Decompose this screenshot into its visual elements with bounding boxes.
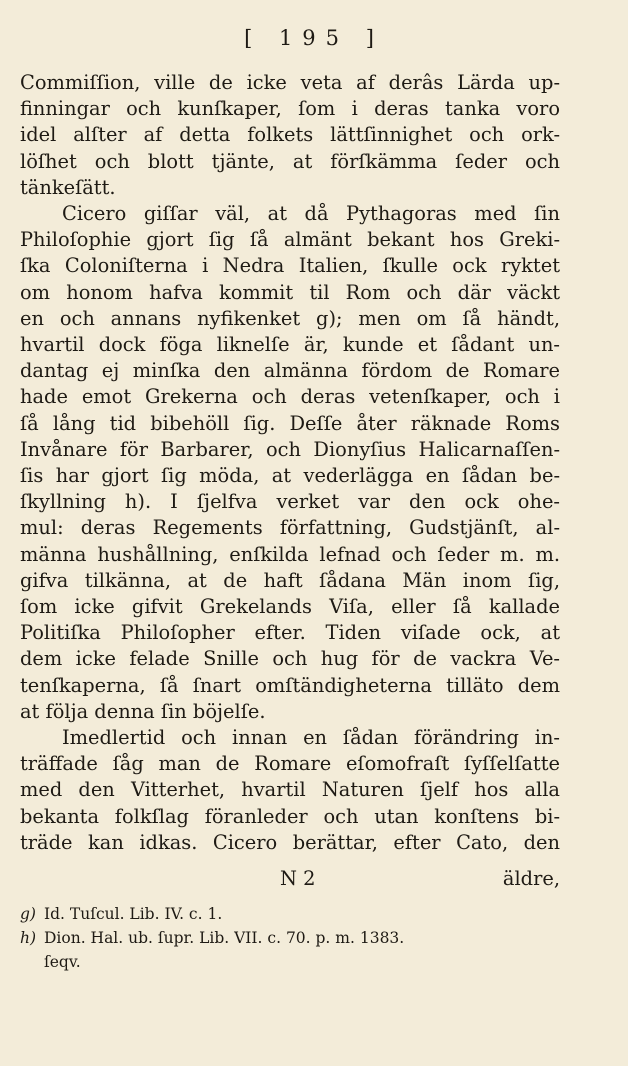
text-line: dantag ej minſka den almänna fördom de Romare: [20, 359, 560, 383]
page-number: [ 195 ]: [244, 26, 384, 50]
text-line: Cicero giſſar väl, at då Pythagoras med ſin: [62, 202, 560, 226]
text-line: at följa denna ſin böjelſe.: [20, 699, 266, 723]
text-line: Invånare för Barbarer, och Dionyſius Halicarnaſſen-: [20, 437, 560, 461]
footnote: [20, 950, 560, 974]
text-line: männa hushållning, enſkilda lefnad och ſeder m. m.: [20, 542, 560, 566]
text-line: träde kan idkas. Cicero berättar, efter Cato, den: [20, 830, 560, 854]
text-line: ſis har gjort ſig möda, at vederlägga en ſådan be-: [20, 464, 560, 488]
text-line: hade emot Grekerna och deras vetenſkaper, och i: [20, 385, 560, 409]
signature-mark: N 2: [280, 867, 316, 890]
text-line: tenſkaperna, ſå ſnart omſtändigheterna tilläto dem: [20, 673, 560, 697]
text-line: Commiſſion, ville de icke veta af derâs Lärda up-: [20, 71, 560, 94]
text-line: löſhet och blott tjänte, at förſkämma ſeder och: [20, 149, 560, 173]
text-line: finningar och kunſkaper, ſom i deras tanka voro: [20, 97, 560, 121]
footnote: [20, 926, 560, 950]
text-line: hvartil dock föga liknelſe är, kunde et ſådant un-: [20, 333, 560, 357]
footnotes: [20, 902, 560, 974]
text-line: tänkeſätt.: [20, 175, 116, 199]
footnote: [20, 902, 560, 926]
text-line: ſå lång tid bibehöll ſig. Deſſe åter räknade Roms: [20, 411, 560, 435]
body-text: [20, 70, 560, 856]
footnote-text: ſeqv.: [44, 953, 81, 971]
text-line: ſkyllning h). I ſjelfva verket var den ock ohe-: [20, 490, 560, 514]
text-line: ſka Coloniſterna i Nedra Italien, ſkulle ock ryktet: [20, 254, 560, 278]
text-line: dem icke felade Snille och hug för de vackra Ve-: [20, 647, 560, 671]
text-line: idel alſter af detta folkets lättſinnighet och ork-: [20, 123, 560, 147]
text-line: Imedlertid och innan en ſådan förändring in-: [62, 726, 560, 750]
text-line: träffade ſåg man de Romare eſomofraſt ſyſſelſatte: [20, 752, 560, 776]
text-line: om honom hafva kommit til Rom och där väckt: [20, 280, 560, 304]
footnote-text: Dion. Hal. ub. ſupr. Lib. VII. c. 70. p. m. 1383.: [44, 929, 405, 947]
text-line: Politiſka Philoſopher efter. Tiden viſade ock, at: [20, 621, 560, 645]
text-line: bekanta folkſlag föranleder och utan konſtens bi-: [20, 804, 560, 828]
footnote-label: h): [20, 929, 37, 947]
text-line: med den Vitterhet, hvartil Naturen ſjelf hos alla: [20, 778, 560, 802]
footnote-text: Id. Tuſcul. Lib. IV. c. 1.: [44, 905, 223, 923]
text-line: ſom icke gifvit Grekelands Viſa, eller ſå kallade: [20, 595, 560, 619]
catchword: äldre,: [502, 867, 560, 890]
text-line: gifva tilkänna, at de haft ſådana Män inom ſig,: [20, 568, 560, 592]
text-line: Philoſophie gjort ſig ſå almänt bekant hos Greki-: [20, 228, 560, 252]
footnote-label: g): [20, 905, 36, 923]
text-line: en och annans nyfikenket g); men om ſå händt,: [20, 306, 560, 330]
text-line: mul: deras Regements författning, Gudstjänſt, al-: [20, 516, 560, 540]
